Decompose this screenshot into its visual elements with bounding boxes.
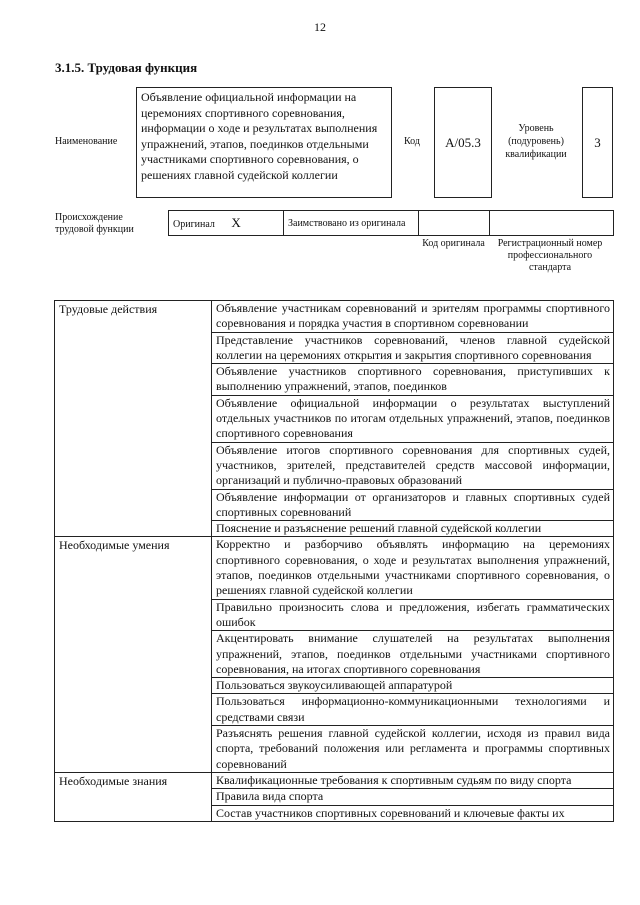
original-code-caption: Код оригинала (422, 238, 485, 249)
page-number: 12 (314, 20, 326, 34)
table-row (55, 772, 614, 788)
original-label: Оригинал (173, 218, 215, 230)
section-item-cell: Правильно произносить слова и предложения, избегать грамматических ошибок (212, 599, 614, 631)
original-code-cell (419, 211, 490, 236)
reg-number-cell (490, 211, 614, 236)
section-item-cell: Объявление участников спортивного соревнования, приступивших к выполнению упражнений, этапов, поединков (212, 364, 614, 396)
reg-number-caption: Регистрационный номер профессионального стандарта (497, 238, 603, 273)
qualification-level-label: Уровень (подуровень) квалификации (505, 123, 567, 160)
origin-table (168, 210, 614, 236)
name-label: Наименование (55, 136, 118, 147)
function-code-box: А/05.3 (434, 87, 492, 198)
section-item-cell: Акцентировать внимание слушателей на результатах выполнения упражнений, этапов, поединков отдельными участниками спортивного соревнования, на итогах спортивного соревнования (212, 631, 614, 678)
competency-table-body (55, 301, 614, 822)
section-title-cell: Трудовые действия (55, 301, 212, 537)
origin-label: Происхождение трудовой функции (55, 212, 134, 235)
section-item-cell: Пояснение и разъяснение решений главной судейской коллегии (212, 521, 614, 537)
section-item-cell: Объявление официальной информации о результатах выступлений отдельных участников по итогам отдельных упражнений, этапов, поединков спортивного соревнования (212, 395, 614, 442)
qualification-level-box: 3 (582, 87, 613, 198)
original-mark: X (231, 214, 241, 230)
section-item-cell: Корректно и разборчиво объявлять информацию на церемониях спортивного соревнования, о ходе и результатах выполнения упражнений, этапов, поединков отдельными участниками спортивного соревнования, о решениях главной судейской коллегии (212, 537, 614, 599)
section-item-cell: Квалификационные требования к спортивным судьям по виду спорта (212, 772, 614, 788)
table-row (55, 537, 614, 599)
competency-table (54, 300, 614, 822)
section-item-cell: Правила вида спорта (212, 789, 614, 805)
borrowed-label: Заимствовано из оригинала (284, 211, 419, 236)
section-item-cell: Состав участников спортивных соревнований и ключевые факты их (212, 805, 614, 821)
section-item-cell: Пользоваться информационно-коммуникационными технологиями и средствами связи (212, 694, 614, 726)
code-label: Код (404, 136, 420, 147)
section-item-cell: Представление участников соревнований, членов главной судейской коллегии на церемониях открытия и закрытия спортивного соревнования (212, 332, 614, 364)
origin-original-cell (169, 211, 284, 236)
section-item-cell: Пользоваться звукоусиливающей аппаратурой (212, 678, 614, 694)
section-item-cell: Объявление участникам соревнований и зрителям программы спортивного соревнования и порядка участия в спортивном соревновании (212, 301, 614, 333)
section-title: 3.1.5. Трудовая функция (55, 60, 198, 75)
section-item-cell: Объявление информации от организаторов и главных спортивных судей спортивных соревнований (212, 489, 614, 521)
section-title-cell: Необходимые умения (55, 537, 212, 772)
function-name-box: Объявление официальной информации на церемониях спортивного соревнования, информации о ходе и результатах выполнения упражнений, этапов, поединков отдельными участниками спортивного соревнования, о решениях главной судейской коллегии (136, 87, 392, 198)
section-item-cell: Объявление итогов спортивного соревнования для спортивных судей, участников, зрителей, представителей средств массовой информации, организаций и публично-правовых образований (212, 442, 614, 489)
section-title-cell: Необходимые знания (55, 772, 212, 821)
table-row (55, 301, 614, 333)
section-item-cell: Разъяснять решения главной судейской коллегии, исходя из правил вида спорта, требований положения или регламента и программы спортивных соревнований (212, 726, 614, 773)
